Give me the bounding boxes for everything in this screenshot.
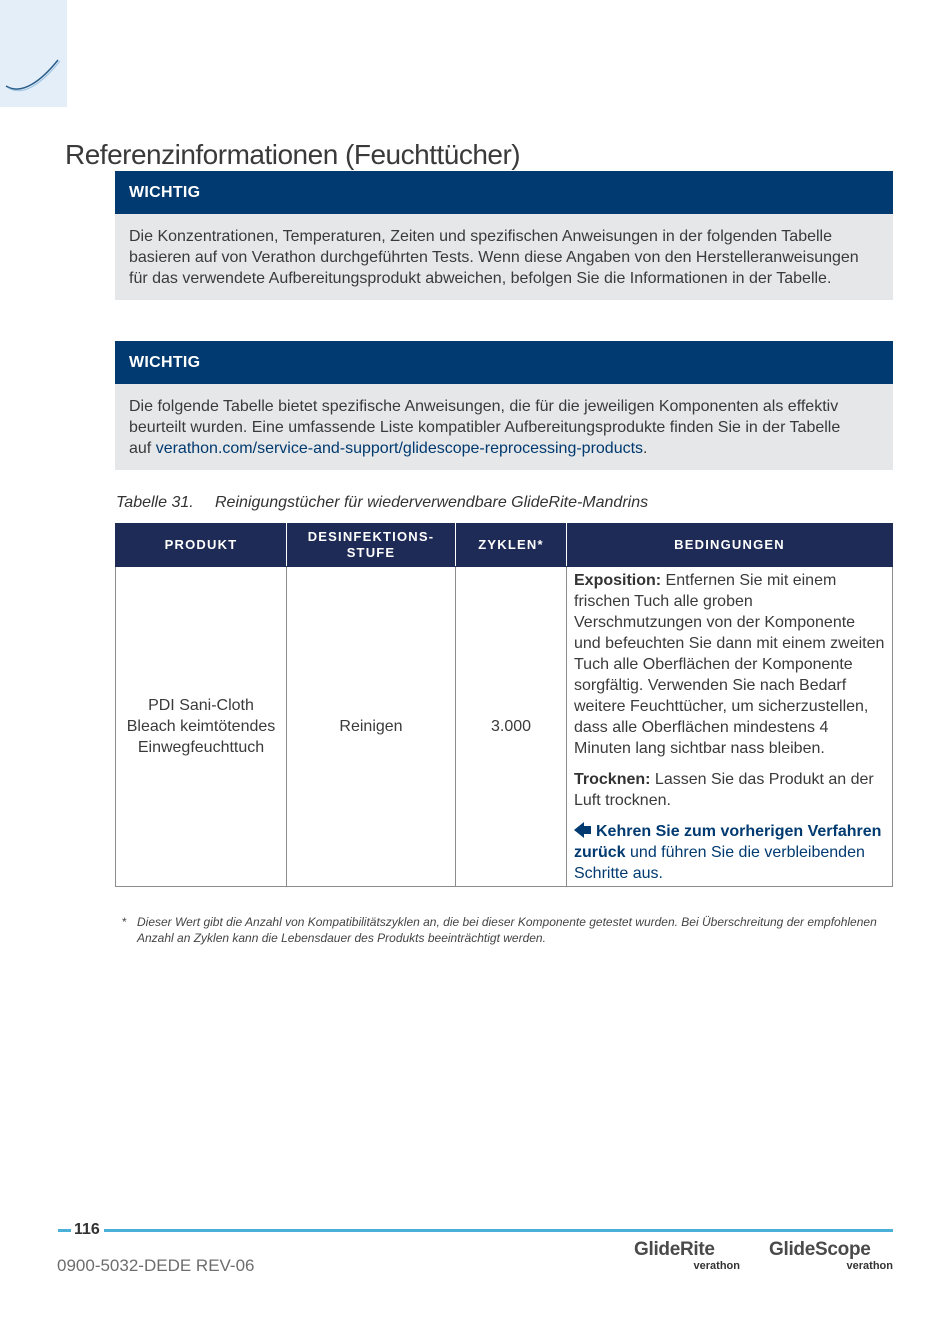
table-header-row <box>116 524 893 567</box>
table-title: Reinigungstücher für wiederverwendbare GlideRite-Mandrins <box>215 494 649 511</box>
brand-sub: verathon <box>693 1260 740 1272</box>
column-header-cycles: ZYKLEN* <box>456 524 567 567</box>
column-header-conditions: BEDINGUNGEN <box>567 524 893 567</box>
arrow-left-icon <box>574 822 584 838</box>
important-callout-1 <box>115 171 893 300</box>
callout-text <box>115 384 893 470</box>
stylet-curve-icon <box>0 0 67 107</box>
exposure-text: Entfernen Sie mit einem frischen Tuch alle groben Verschmutzungen von der Komponente und befeuchten Sie dann mit einem zweiten Tuch alle Oberflächen der Komponente sorgfältig. Verwenden Sie nach Bedarf weitere Feuchttücher, um sicherzustellen, dass alle Oberflächen mindestens 4 Minuten lang sichtbar nass bleiben. <box>574 572 885 757</box>
dry-paragraph <box>574 769 885 811</box>
brand-name: GlideScope <box>769 1239 871 1260</box>
callout-text-main: Die folgende Tabelle bietet spezifische Anweisungen, die für die jeweiligen Komponenten als effektiv beurteilt wurden. Eine umfassende Liste kompatibler Aufbereitungsprodukte finden Sie in der Tabelle auf <box>129 398 841 457</box>
cell-product: PDI Sani-Cloth Bleach keimtötendes Einwegfeuchttuch <box>116 567 287 887</box>
cell-level: Reinigen <box>287 567 456 887</box>
footnote-text: Dieser Wert gibt die Anzahl von Kompatibilitätszyklen an, die bei dieser Komponente getestet wurden. Bei Überschreitung der empfohlenen Anzahl an Zyklen kann die Lebensdauer des Produkts beeinträchtigt werden. <box>137 915 877 945</box>
gliderite-logo <box>634 1240 740 1272</box>
column-header-product: PRODUKT <box>116 524 287 567</box>
column-header-level: DESINFEKTIONS-STUFE <box>287 524 456 567</box>
cell-conditions <box>567 567 893 887</box>
cleaning-wipes-table <box>115 523 893 887</box>
table-number: Tabelle 31. <box>116 494 194 511</box>
page-title: Referenzinformationen (Feuchttücher) <box>65 138 521 170</box>
footer-rule-right <box>104 1229 893 1232</box>
cell-cycles: 3.000 <box>456 567 567 887</box>
footnote-marker: * <box>122 915 127 929</box>
dry-label: Trocknen: <box>574 771 651 788</box>
brand-name: GlideRite <box>634 1239 715 1260</box>
callout-heading: WICHTIG <box>115 341 893 384</box>
document-code: 0900-5032-DEDE REV-06 <box>57 1256 255 1275</box>
return-text: und führen Sie die verbleibenden Schritte aus. <box>574 844 865 882</box>
reprocessing-products-link[interactable]: verathon.com/service-and-support/glidescope-reprocessing-products <box>155 440 644 457</box>
important-callout-2 <box>115 341 893 470</box>
callout-text: Die Konzentrationen, Temperaturen, Zeiten und spezifischen Anweisungen in der folgenden Tabelle basieren auf von Verathon durchgeführten Tests. Wenn diese Angaben von den Herstelleranweisungen für das verwendete Aufbereitungsprodukt abweichen, befolgen Sie die Informationen in der Tabelle. <box>115 214 893 300</box>
footer-rule-left <box>58 1229 71 1232</box>
footnote <box>122 914 882 946</box>
page-number: 116 <box>74 1221 100 1238</box>
exposure-paragraph <box>574 570 885 759</box>
exposure-label: Exposition: <box>574 572 662 589</box>
dry-text: Lassen Sie das Produkt an der Luft trocknen. <box>574 771 874 809</box>
corner-decoration <box>0 0 67 107</box>
callout-heading: WICHTIG <box>115 171 893 214</box>
brand-sub: verathon <box>846 1260 893 1272</box>
glidescope-logo <box>769 1240 893 1272</box>
table-row <box>116 567 893 887</box>
table-caption <box>116 494 648 512</box>
callout-text-end: . <box>643 440 648 457</box>
return-link[interactable] <box>574 821 885 884</box>
return-label: Kehren Sie zum vorherigen Verfahren zurück <box>574 823 882 861</box>
